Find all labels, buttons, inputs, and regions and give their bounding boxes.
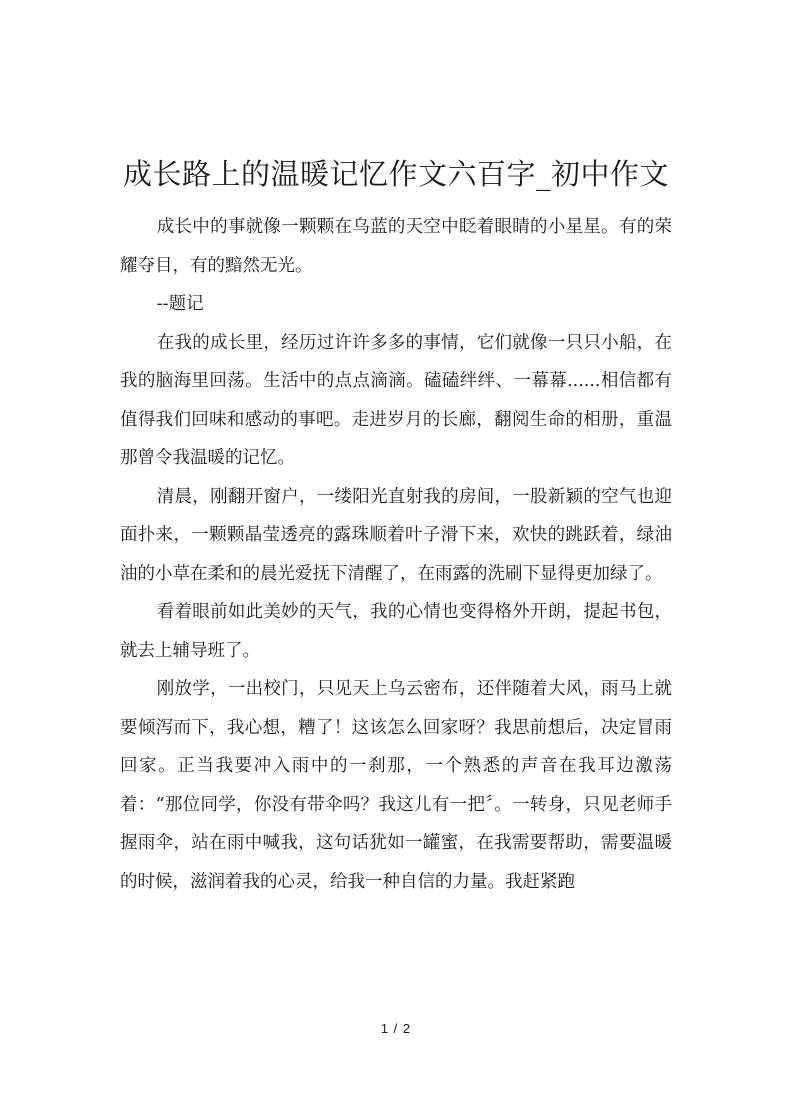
- paragraph-intro: 成长中的事就像一颗颗在乌蓝的天空中眨着眼睛的小星星。有的荣耀夺目，有的黯然无光。: [120, 217, 672, 276]
- paragraph-rain: 刚放学，一出校门，只见天上乌云密布，还伴随着大风，雨马上就要倾泻而下，我心想，糟了！这该怎么回家呀？我思前想后，决定冒雨回家。正当我要冲入雨中的一刹那，一个熟悉的声音在我耳边激荡着：“那位同学，你没有带伞吗？我这儿有一把〞。一转身，只见老师手握雨伞，站在雨中喊我，这句话犹如一罐蜜，在我需要帮助，需要温暖的时候，滋润着我的心灵，给我一种自信的力量。我赶紧跑: [120, 679, 672, 892]
- paragraph-growth: 在我的成长里，经历过许许多多的事情，它们就像一只只小船，在我的脑海里回荡。生活中的点点滴滴。磕磕绊绊、一幕幕......相信都有值得我们回味和感动的事吧。走进岁月的长廊，翻阅生命的相册，重温那曾令我温暖的记忆。: [120, 332, 672, 468]
- paragraph-morning: 清晨，刚翻开窗户，一缕阳光直射我的房间，一股新颖的空气也迎面扑来，一颗颗晶莹透亮的露珠顺着叶子滑下来，欢快的跳跃着，绿油油的小草在柔和的晨光爱抚下清醒了，在雨露的洗刷下显得更加绿了。: [120, 486, 672, 584]
- document-title: 成长路上的温暖记忆作文六百字_初中作文: [122, 157, 669, 191]
- page-number: 1 / 2: [380, 1021, 412, 1036]
- document-body: [120, 208, 672, 901]
- paragraph-mood: 看着眼前如此美妙的天气，我的心情也变得格外开朗，提起书包，就去上辅导班了。: [120, 602, 672, 661]
- paragraph-epigraph: --题记: [156, 294, 204, 314]
